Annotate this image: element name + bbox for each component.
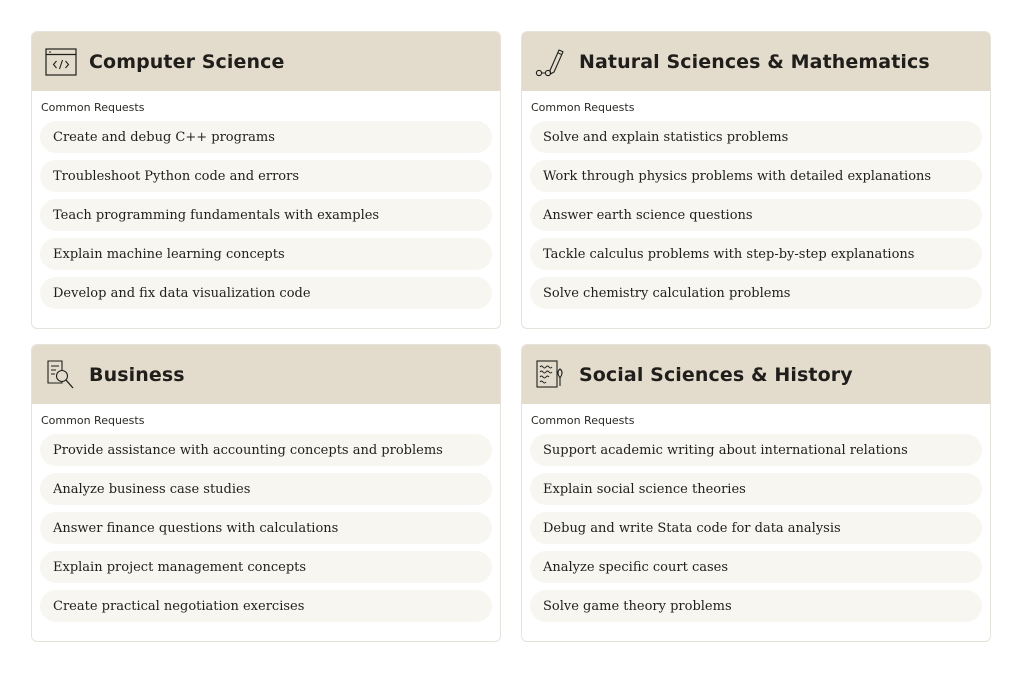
request-item[interactable]: Provide assistance with accounting concepts and problems — [40, 434, 492, 466]
request-list — [530, 121, 982, 309]
request-item[interactable]: Answer finance questions with calculations — [40, 512, 492, 544]
category-card-business — [31, 344, 501, 642]
request-item[interactable]: Develop and fix data visualization code — [40, 277, 492, 309]
common-requests-label: Common Requests — [531, 101, 635, 114]
card-header — [32, 32, 500, 91]
category-card-natural-sciences — [521, 31, 991, 329]
category-card-social-sciences — [521, 344, 991, 642]
common-requests-label: Common Requests — [41, 414, 145, 427]
request-item[interactable]: Explain social science theories — [530, 473, 982, 505]
card-header — [32, 345, 500, 404]
document-search-icon — [43, 357, 79, 393]
common-requests-label: Common Requests — [41, 101, 145, 114]
request-item[interactable]: Explain project management concepts — [40, 551, 492, 583]
card-header — [522, 32, 990, 91]
request-item[interactable]: Solve game theory problems — [530, 590, 982, 622]
code-window-icon — [43, 44, 79, 80]
request-item[interactable]: Debug and write Stata code for data analysis — [530, 512, 982, 544]
handwritten-notes-icon — [533, 357, 569, 393]
request-item[interactable]: Solve and explain statistics problems — [530, 121, 982, 153]
request-list — [40, 121, 492, 309]
common-requests-label: Common Requests — [531, 414, 635, 427]
request-item[interactable]: Analyze specific court cases — [530, 551, 982, 583]
request-item[interactable]: Analyze business case studies — [40, 473, 492, 505]
request-item[interactable]: Support academic writing about international relations — [530, 434, 982, 466]
card-title: Business — [89, 363, 185, 386]
request-item[interactable]: Work through physics problems with detailed explanations — [530, 160, 982, 192]
card-title: Natural Sciences & Mathematics — [579, 50, 930, 73]
card-header — [522, 345, 990, 404]
category-card-computer-science — [31, 31, 501, 329]
pencil-graph-icon — [533, 44, 569, 80]
card-title: Social Sciences & History — [579, 363, 853, 386]
request-item[interactable]: Create practical negotiation exercises — [40, 590, 492, 622]
request-item[interactable]: Tackle calculus problems with step-by-step explanations — [530, 238, 982, 270]
request-item[interactable]: Answer earth science questions — [530, 199, 982, 231]
card-title: Computer Science — [89, 50, 285, 73]
request-item[interactable]: Explain machine learning concepts — [40, 238, 492, 270]
request-item[interactable]: Solve chemistry calculation problems — [530, 277, 982, 309]
request-list — [530, 434, 982, 622]
request-list — [40, 434, 492, 622]
request-item[interactable]: Troubleshoot Python code and errors — [40, 160, 492, 192]
request-item[interactable]: Teach programming fundamentals with examples — [40, 199, 492, 231]
request-item[interactable]: Create and debug C++ programs — [40, 121, 492, 153]
